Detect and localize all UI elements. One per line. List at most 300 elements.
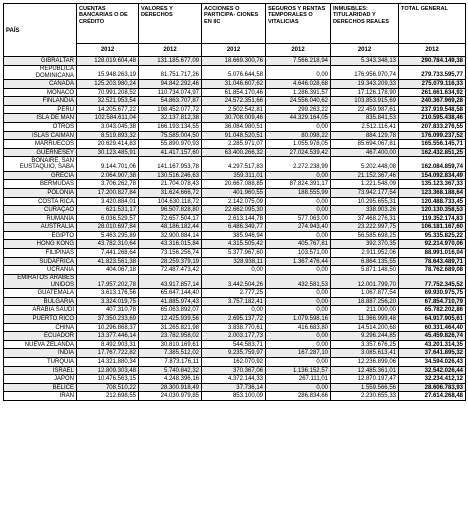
value-cell: 31.265.821,98 — [139, 323, 202, 332]
value-cell: 2.064.907,38 — [77, 171, 139, 180]
value-cell: 4.315.505,42 — [202, 240, 266, 249]
table-row — [4, 140, 466, 149]
total-cell: 237.919.548,58 — [399, 105, 466, 114]
table-row — [4, 131, 466, 140]
country-cell: UCRANIA — [4, 266, 77, 275]
value-cell: 10.296.868,37 — [77, 323, 139, 332]
country-cell: BONAIRE, SAN EUSTAQUIO, SABA — [4, 157, 77, 171]
country-cell: JAPÓN — [4, 375, 77, 384]
country-cell: CANADÁ — [4, 79, 77, 88]
value-cell: 0,00 — [266, 357, 331, 366]
value-cell: 32.137.812,38 — [139, 114, 202, 123]
table-row — [4, 289, 466, 298]
table-row — [4, 65, 466, 79]
value-cell: 9.296.244,85 — [331, 332, 399, 341]
value-cell: 91.048.520,51 — [202, 131, 266, 140]
total-cell: 120.130.358,53 — [399, 206, 466, 215]
value-cell: 0,00 — [266, 65, 331, 79]
total-cell: 65.782.202,86 — [399, 306, 466, 315]
value-cell: 401.960,55 — [202, 188, 266, 197]
value-cell: 3.706.262,78 — [77, 180, 139, 189]
value-cell: 5.343.348,13 — [331, 57, 399, 66]
value-cell: 0,00 — [266, 122, 331, 131]
value-cell: 41.417.157,60 — [139, 148, 202, 157]
value-cell: 15.948.263,19 — [77, 65, 139, 79]
country-cell: TURQUÍA — [4, 357, 77, 366]
value-cell: 18.887.256,20 — [331, 297, 399, 306]
total-cell: 37.641.895,32 — [399, 349, 466, 358]
header-row — [4, 4, 466, 44]
value-cell: 211.000,00 — [331, 306, 399, 315]
year-label: 2012 — [399, 44, 466, 57]
value-cell: 1.079.598,16 — [266, 315, 331, 324]
total-cell: 45.459.826,74 — [399, 332, 466, 341]
country-cell: NUEVA ZELANDA — [4, 340, 77, 349]
value-cell: 2.230.655,33 — [331, 392, 399, 401]
table-row — [4, 114, 466, 123]
country-cell: BERMUDAS — [4, 180, 77, 189]
column-header-securities: VALORES Y DERECHOS — [139, 4, 202, 44]
year-label: 2012 — [266, 44, 331, 57]
country-cell: EMIRATOS ÁRABES UNIDOS — [4, 274, 77, 288]
value-cell: 621.531,17 — [77, 206, 139, 215]
table-row — [4, 122, 466, 131]
value-cell: 0,00 — [266, 231, 331, 240]
table-row — [4, 315, 466, 324]
table-row — [4, 366, 466, 375]
value-cell: 12.485.361,01 — [331, 366, 399, 375]
value-cell: 31.624.666,72 — [139, 188, 202, 197]
country-cell: ISLA DE MAN — [4, 114, 77, 123]
value-cell: 12.870.197,47 — [331, 375, 399, 384]
table-row — [4, 306, 466, 315]
country-cell: FINLANDIA — [4, 97, 77, 106]
value-cell: 17.126.178,90 — [331, 88, 399, 97]
total-cell: 88.991.016,04 — [399, 249, 466, 258]
table-row — [4, 223, 466, 232]
country-cell: CURAÇAO — [4, 206, 77, 215]
value-cell: 0,00 — [266, 306, 331, 315]
value-cell: 1.559.566,56 — [331, 383, 399, 392]
value-cell: 73.942.177,54 — [331, 188, 399, 197]
value-cell: 21.152.367,46 — [331, 171, 399, 180]
value-cell: 30.810.169,61 — [139, 340, 202, 349]
country-cell: CHINA — [4, 323, 77, 332]
table-row — [4, 375, 466, 384]
total-cell: 106.181.167,60 — [399, 223, 466, 232]
value-cell: 12.809.303,48 — [77, 366, 139, 375]
table-row — [4, 297, 466, 306]
value-cell: 48.186.182,44 — [139, 223, 202, 232]
total-cell: 27.614.268,48 — [399, 392, 466, 401]
column-header-bank-accounts: CUENTAS BANCARIAS O DE CRÉDITO — [77, 4, 139, 44]
total-cell: 240.367.969,28 — [399, 97, 466, 106]
value-cell: 104.630.118,72 — [139, 197, 202, 206]
value-cell: 63.400.266,32 — [202, 148, 266, 157]
value-cell: 162.070,92 — [202, 357, 266, 366]
table-row — [4, 231, 466, 240]
value-cell: 24.572.351,66 — [202, 97, 266, 106]
value-cell: 81.751.717,26 — [139, 65, 202, 79]
value-cell: 94.842.292,46 — [139, 79, 202, 88]
value-cell: 28.300.918,49 — [139, 383, 202, 392]
total-cell: 162.084.859,74 — [399, 157, 466, 171]
value-cell: 212.698,55 — [77, 392, 139, 401]
country-cell: GUATEMALA — [4, 289, 77, 298]
table-row — [4, 349, 466, 358]
year-label: 2012 — [331, 44, 399, 57]
country-cell: RUMANÍA — [4, 214, 77, 223]
value-cell: 43.316.015,84 — [139, 240, 202, 249]
value-cell: 0,00 — [266, 206, 331, 215]
total-cell: 32.542.026,44 — [399, 366, 466, 375]
total-cell: 32.234.412,12 — [399, 375, 466, 384]
value-cell: 21.704.078,43 — [139, 180, 202, 189]
value-cell: 9.235.759,97 — [202, 349, 266, 358]
value-cell: 32.521.953,54 — [77, 97, 139, 106]
value-cell: 14.205.677,22 — [77, 105, 139, 114]
country-cell: BELICE — [4, 383, 77, 392]
table-body — [4, 57, 466, 401]
value-cell: 37.468.276,31 — [331, 214, 399, 223]
total-cell: 60.331.464,40 — [399, 323, 466, 332]
value-cell: 28.010.697,84 — [77, 223, 139, 232]
value-cell: 0,00 — [266, 383, 331, 392]
column-header-shares-iic: ACCIONES O PARTICIPA- CIONES EN IIC — [202, 4, 266, 44]
value-cell: 131.185.677,09 — [139, 57, 202, 66]
table-row — [4, 340, 466, 349]
total-cell: 69.930.975,75 — [399, 289, 466, 298]
country-cell: IRÁN — [4, 392, 77, 401]
value-cell: 65.647.144,40 — [139, 289, 202, 298]
table-row — [4, 274, 466, 288]
value-cell: 167.287,10 — [266, 349, 331, 358]
country-cell: ISLAS CAIMÁN — [4, 131, 77, 140]
value-cell: 884.129,78 — [331, 131, 399, 140]
table-row — [4, 357, 466, 366]
total-cell: 279.733.595,77 — [399, 65, 466, 79]
value-cell: 0,00 — [202, 266, 266, 275]
country-cell: HONG KONG — [4, 240, 77, 249]
value-cell: 267.111,01 — [266, 375, 331, 384]
value-cell: 73.156.256,74 — [139, 249, 202, 258]
table-row — [4, 188, 466, 197]
table-row — [4, 79, 466, 88]
value-cell: 0,00 — [202, 306, 266, 315]
total-cell: 78.643.489,71 — [399, 257, 466, 266]
value-cell: 370.367,06 — [202, 366, 266, 375]
value-cell: 70.991.208,52 — [77, 88, 139, 97]
table-row — [4, 105, 466, 114]
value-cell: 4.248.396,16 — [139, 375, 202, 384]
column-header-real-estate: INMUEBLES: TITULARIDAD Y DERECHOS REALES — [331, 4, 399, 44]
country-cell: GIBRALTAR — [4, 57, 77, 66]
table-row — [4, 214, 466, 223]
total-cell: 92.214.970,06 — [399, 240, 466, 249]
value-cell: 5.076.644,58 — [202, 65, 266, 79]
value-cell: 65.063.892,07 — [139, 306, 202, 315]
value-cell: 103.853.915,69 — [331, 97, 399, 106]
value-cell: 392.370,35 — [331, 240, 399, 249]
total-cell: 207.833.276,55 — [399, 122, 466, 131]
value-cell: 23.222.997,75 — [331, 223, 399, 232]
value-cell: 24.030.979,85 — [139, 392, 202, 401]
value-cell: 274.943,40 — [266, 223, 331, 232]
value-cell: 128.019.604,48 — [77, 57, 139, 66]
country-cell: PUERTO RICO — [4, 315, 77, 324]
value-cell: 13.377.446,14 — [77, 332, 139, 341]
value-cell: 20.629.414,83 — [77, 140, 139, 149]
value-cell: 198.452.077,72 — [139, 105, 202, 114]
total-cell: 28.606.783,93 — [399, 383, 466, 392]
value-cell: 5.871.148,50 — [331, 266, 399, 275]
value-cell: 338.903,26 — [331, 206, 399, 215]
value-cell: 22.459.987,61 — [331, 105, 399, 114]
table-row — [4, 249, 466, 258]
value-cell: 55.890.970,93 — [139, 140, 202, 149]
table-row — [4, 180, 466, 189]
value-cell: 416.683,80 — [266, 323, 331, 332]
value-cell: 328.938,11 — [202, 257, 266, 266]
value-cell: 3.757.182,41 — [202, 297, 266, 306]
value-cell: 359.311,01 — [202, 171, 266, 180]
value-cell: 54.863.707,87 — [139, 97, 202, 106]
country-cell: FILIPINAS — [4, 249, 77, 258]
value-cell: 72.487.473,42 — [139, 266, 202, 275]
value-cell: 7.441.268,64 — [77, 249, 139, 258]
country-cell: GRECIA — [4, 171, 77, 180]
table-row — [4, 332, 466, 341]
country-cell: COSTA RICA — [4, 197, 77, 206]
country-cell: ECUADOR — [4, 332, 77, 341]
total-cell: 176.099.237,52 — [399, 131, 466, 140]
value-cell: 87.824.391,17 — [266, 180, 331, 189]
value-cell: 44.329.164,05 — [266, 114, 331, 123]
value-cell: 85.694.067,81 — [331, 140, 399, 149]
value-cell: 286.834,66 — [266, 392, 331, 401]
value-cell: 853.100,09 — [202, 392, 266, 401]
value-cell: 188.555,99 — [266, 188, 331, 197]
value-cell: 75.585.004,50 — [139, 131, 202, 140]
value-cell: 102.584.611,04 — [77, 114, 139, 123]
country-cell: POLONIA — [4, 188, 77, 197]
country-cell: MARRUECOS — [4, 140, 77, 149]
value-cell: 8.519.893,32 — [77, 131, 139, 140]
value-cell: 27.024.539,42 — [266, 148, 331, 157]
value-cell: 6.036.529,57 — [77, 214, 139, 223]
value-cell: 4.297.517,83 — [202, 157, 266, 171]
value-cell: 299.263,22 — [266, 105, 331, 114]
value-cell: 32.900.884,14 — [139, 231, 202, 240]
value-cell: 3.085.613,41 — [331, 349, 399, 358]
value-cell: 24.556.040,62 — [266, 97, 331, 106]
value-cell: 17.200.827,84 — [77, 188, 139, 197]
value-cell: 432.581,53 — [266, 274, 331, 288]
country-cell: ARABIA SAUDÍ — [4, 306, 77, 315]
value-cell: 404.067,18 — [77, 266, 139, 275]
value-cell: 30.708.009,46 — [202, 114, 266, 123]
value-cell: 835.841,53 — [331, 114, 399, 123]
value-cell: 96.507.828,80 — [139, 206, 202, 215]
value-cell: 14.321.880,34 — [77, 357, 139, 366]
value-cell: 19.343.209,33 — [331, 79, 399, 88]
value-cell: 18.669.300,76 — [202, 57, 266, 66]
total-cell: 123.368.188,64 — [399, 188, 466, 197]
value-cell: 9.144.701,06 — [77, 157, 139, 171]
value-cell: 0,00 — [266, 197, 331, 206]
total-cell: 275.079.116,33 — [399, 79, 466, 88]
value-cell: 56.585.698,25 — [331, 231, 399, 240]
value-cell: 125.203.980,24 — [77, 79, 139, 88]
column-header-country: PAÍS — [4, 4, 77, 57]
value-cell: 130.516.246,63 — [139, 171, 202, 180]
country-cell: SUDÁFRICA — [4, 257, 77, 266]
value-cell: 0,00 — [266, 297, 331, 306]
column-header-total: TOTAL GENERAL — [399, 4, 466, 44]
value-cell: 6.486.349,77 — [202, 223, 266, 232]
value-cell: 1.067.877,54 — [331, 289, 399, 298]
country-cell: EGIPTO — [4, 231, 77, 240]
value-cell: 12.001.799,70 — [331, 274, 399, 288]
value-cell: 708.510,22 — [77, 383, 139, 392]
value-cell: 3.324.019,75 — [77, 297, 139, 306]
total-cell: 210.595.438,46 — [399, 114, 466, 123]
value-cell: 37.350.233,69 — [77, 315, 139, 324]
value-cell: 5.377.967,60 — [202, 249, 266, 258]
total-cell: 77.752.345,52 — [399, 274, 466, 288]
value-cell: 3.613.176,56 — [77, 289, 139, 298]
total-cell: 135.123.367,33 — [399, 180, 466, 189]
value-cell: 0,00 — [266, 266, 331, 275]
total-cell: 78.762.689,08 — [399, 266, 466, 275]
country-cell: GUERNESEY — [4, 148, 77, 157]
year-label: 2012 — [202, 44, 266, 57]
value-cell: 17.767.722,82 — [77, 349, 139, 358]
value-cell: 2.613.144,78 — [202, 214, 266, 223]
wealth-by-country-table — [3, 3, 465, 401]
year-label: 2012 — [77, 44, 139, 57]
value-cell: 8.492.903,31 — [77, 340, 139, 349]
value-cell: 1.055.978,05 — [266, 140, 331, 149]
table-row — [4, 257, 466, 266]
value-cell: 385.946,94 — [202, 231, 266, 240]
value-cell: 3.357.676,25 — [331, 340, 399, 349]
value-cell: 0,00 — [266, 340, 331, 349]
value-cell: 2.695.137,72 — [202, 315, 266, 324]
value-cell: 22.662.095,30 — [202, 206, 266, 215]
table-row — [4, 57, 466, 66]
total-cell: 162.432.851,25 — [399, 148, 466, 157]
total-cell: 154.092.834,49 — [399, 171, 466, 180]
value-cell: 11.366.999,48 — [331, 315, 399, 324]
value-cell: 4.646.028,68 — [266, 79, 331, 88]
year-label: 2012 — [139, 44, 202, 57]
value-cell: 0,00 — [266, 332, 331, 341]
value-cell: 166.193.134,55 — [139, 122, 202, 131]
value-cell: 6.864.135,55 — [331, 257, 399, 266]
value-cell: 30.123.485,91 — [77, 148, 139, 157]
value-cell: 407.310,78 — [77, 306, 139, 315]
value-cell: 5.202.448,08 — [331, 157, 399, 171]
country-cell: MÓNACO — [4, 88, 77, 97]
table-row — [4, 266, 466, 275]
value-cell: 28.259.379,19 — [139, 257, 202, 266]
country-cell: PERÚ — [4, 105, 77, 114]
total-cell: 64.917.905,61 — [399, 315, 466, 324]
table-row — [4, 240, 466, 249]
value-cell: 1.221.548,09 — [331, 180, 399, 189]
value-cell: 72.657.504,17 — [139, 214, 202, 223]
value-cell: 37.736,14 — [202, 383, 266, 392]
value-cell: 2.003.177,73 — [202, 332, 266, 341]
value-cell: 110.734.074,97 — [139, 88, 202, 97]
value-cell: 61.854.170,46 — [202, 88, 266, 97]
value-cell: 2.285.971,07 — [202, 140, 266, 149]
value-cell: 2.911.952,06 — [331, 249, 399, 258]
value-cell: 7.385.512,02 — [139, 349, 202, 358]
value-cell: 4.372.144,33 — [202, 375, 266, 384]
country-cell: BULGARIA — [4, 297, 77, 306]
value-cell: 23.782.958,02 — [139, 332, 202, 341]
value-cell: 1.286.391,57 — [266, 88, 331, 97]
value-cell: 5.740.842,32 — [139, 366, 202, 375]
value-cell: 2.777,25 — [202, 289, 266, 298]
value-cell: 2.512.116,41 — [331, 122, 399, 131]
value-cell: 3.043.045,38 — [77, 122, 139, 131]
value-cell: 2.142.075,09 — [202, 197, 266, 206]
value-cell: 2.272.238,99 — [266, 157, 331, 171]
value-cell: 2.502.542,81 — [202, 105, 266, 114]
total-cell: 95.335.825,22 — [399, 231, 466, 240]
value-cell: 12.425.939,56 — [139, 315, 202, 324]
data-table — [3, 3, 466, 401]
value-cell: 43.782.310,64 — [77, 240, 139, 249]
table-row — [4, 383, 466, 392]
value-cell: 80.098,22 — [266, 131, 331, 140]
table-row — [4, 88, 466, 97]
total-cell: 261.661.634,92 — [399, 88, 466, 97]
value-cell: 43.917.857,14 — [139, 274, 202, 288]
table-row — [4, 148, 466, 157]
country-cell: REPÚBLICA DOMINICANA — [4, 65, 77, 79]
value-cell: 544.583,71 — [202, 340, 266, 349]
table-row — [4, 323, 466, 332]
total-cell: 34.594.026,43 — [399, 357, 466, 366]
value-cell: 405.767,81 — [266, 240, 331, 249]
total-cell: 120.488.733,45 — [399, 197, 466, 206]
country-cell: ISRAEL — [4, 366, 77, 375]
table-row — [4, 157, 466, 171]
total-cell: 119.352.174,83 — [399, 214, 466, 223]
value-cell: 467.400,00 — [331, 148, 399, 157]
value-cell: 577.063,00 — [266, 214, 331, 223]
value-cell: 17.957.202,78 — [77, 274, 139, 288]
value-cell: 141.167.953,78 — [139, 157, 202, 171]
country-cell: AUSTRALIA — [4, 223, 77, 232]
value-cell: 0,00 — [266, 171, 331, 180]
total-cell: 67.854.710,79 — [399, 297, 466, 306]
total-cell: 43.201.314,35 — [399, 340, 466, 349]
value-cell: 103.571,00 — [266, 249, 331, 258]
value-cell: 36.084.980,51 — [202, 122, 266, 131]
value-cell: 3.838.770,61 — [202, 323, 266, 332]
table-row — [4, 206, 466, 215]
value-cell: 20.667.088,85 — [202, 180, 266, 189]
value-cell: 14.514.200,68 — [331, 323, 399, 332]
value-cell: 41.885.974,43 — [139, 297, 202, 306]
table-row — [4, 197, 466, 206]
value-cell: 7.566.218,94 — [266, 57, 331, 66]
